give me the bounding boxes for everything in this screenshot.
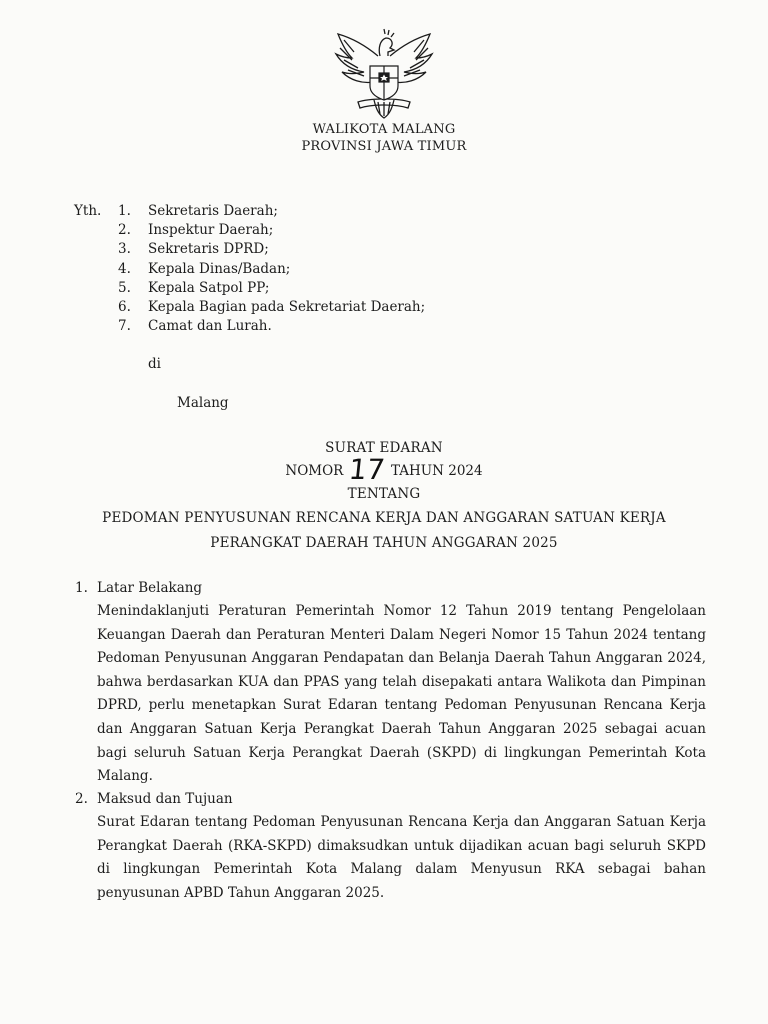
list-item (118, 203, 425, 222)
list-item (118, 222, 425, 241)
addressee-label: Yth. (74, 203, 102, 219)
tentang-label: TENTANG (347, 486, 421, 502)
list-item-text: Camat dan Lurah. (148, 318, 272, 335)
list-item-number: 1. (118, 203, 131, 219)
section-body: Menindaklanjuti Peraturan Pemerintah Nomor 12 Tahun 2019 tentang Pengelolaan Keuangan Daerah dan Peraturan Menteri Dalam Negeri Nomor 15 Tahun 2024 tentang Pedoman Penyusunan Anggaran Pendapatan dan Belanja Daerah Tahun Anggaran 2024, bahwa berdasarkan KUA dan PPAS yang telah disepakati antara Walikota dan Pimpinan DPRD, perlu menetapkan Surat Edaran tentang Pedoman Penyusunan Rencana Kerja dan Anggaran Satuan Kerja Perangkat Daerah Tahun Anggaran 2025 sebagai acuan bagi seluruh Satuan Kerja Perangkat Daerah (SKPD) di lingkungan Pemerintah Kota Malang. (97, 603, 706, 785)
list-item (118, 241, 425, 260)
list-item (118, 280, 425, 299)
list-item (118, 318, 425, 337)
list-item-number: 6. (118, 298, 131, 315)
list-item-number: 3. (118, 241, 131, 258)
document-number-line (0, 453, 768, 486)
section-title: Maksud dan Tujuan (97, 791, 233, 807)
section-number: 1. (75, 580, 88, 596)
addressee-list (118, 203, 425, 337)
section-heading (75, 580, 202, 596)
list-item-text: Kepala Satpol PP; (148, 279, 270, 296)
list-item-number: 4. (118, 260, 131, 277)
list-item (118, 261, 425, 280)
header-city-title: WALIKOTA MALANG (312, 122, 456, 137)
list-item-text: Sekretaris DPRD; (148, 241, 269, 258)
section-number: 2. (75, 791, 88, 807)
section-title: Latar Belakang (97, 580, 203, 596)
list-item-number: 2. (118, 222, 131, 239)
document-type-title: SURAT EDARAN (325, 440, 443, 456)
list-item-text: Kepala Dinas/Badan; (148, 260, 291, 277)
year-label: TAHUN 2024 (390, 463, 483, 479)
subject-line-1: PEDOMAN PENYUSUNAN RENCANA KERJA DAN ANGGARAN SATUAN KERJA (102, 510, 666, 526)
nomor-handwritten-value: 17 (347, 453, 387, 486)
list-item-text: Sekretaris Daerah; (148, 203, 278, 219)
header-province-title: PROVINSI JAWA TIMUR (301, 139, 467, 154)
garuda-emblem-icon (330, 26, 438, 120)
list-item-number: 5. (118, 279, 131, 296)
nomor-label: NOMOR (285, 463, 344, 479)
section-heading (75, 791, 233, 807)
subject-line-2: PERANGKAT DAERAH TAHUN ANGGARAN 2025 (210, 535, 558, 551)
list-item-number: 7. (118, 318, 131, 335)
list-item-text: Inspektur Daerah; (148, 222, 274, 239)
section-body: Surat Edaran tentang Pedoman Penyusunan Rencana Kerja dan Anggaran Satuan Kerja Perangkat Daerah (RKA-SKPD) dimaksudkan untuk dijadikan acuan bagi seluruh SKPD di lingkungan Pemerintah Kota Malang dalam Menyusun RKA sebagai bahan penyusunan APBD Tahun Anggaran 2025. (97, 814, 706, 901)
addressee-place: Malang (177, 395, 229, 411)
addressee-di: di (148, 356, 161, 372)
list-item-text: Kepala Bagian pada Sekretariat Daerah; (148, 298, 426, 315)
list-item (118, 299, 425, 318)
